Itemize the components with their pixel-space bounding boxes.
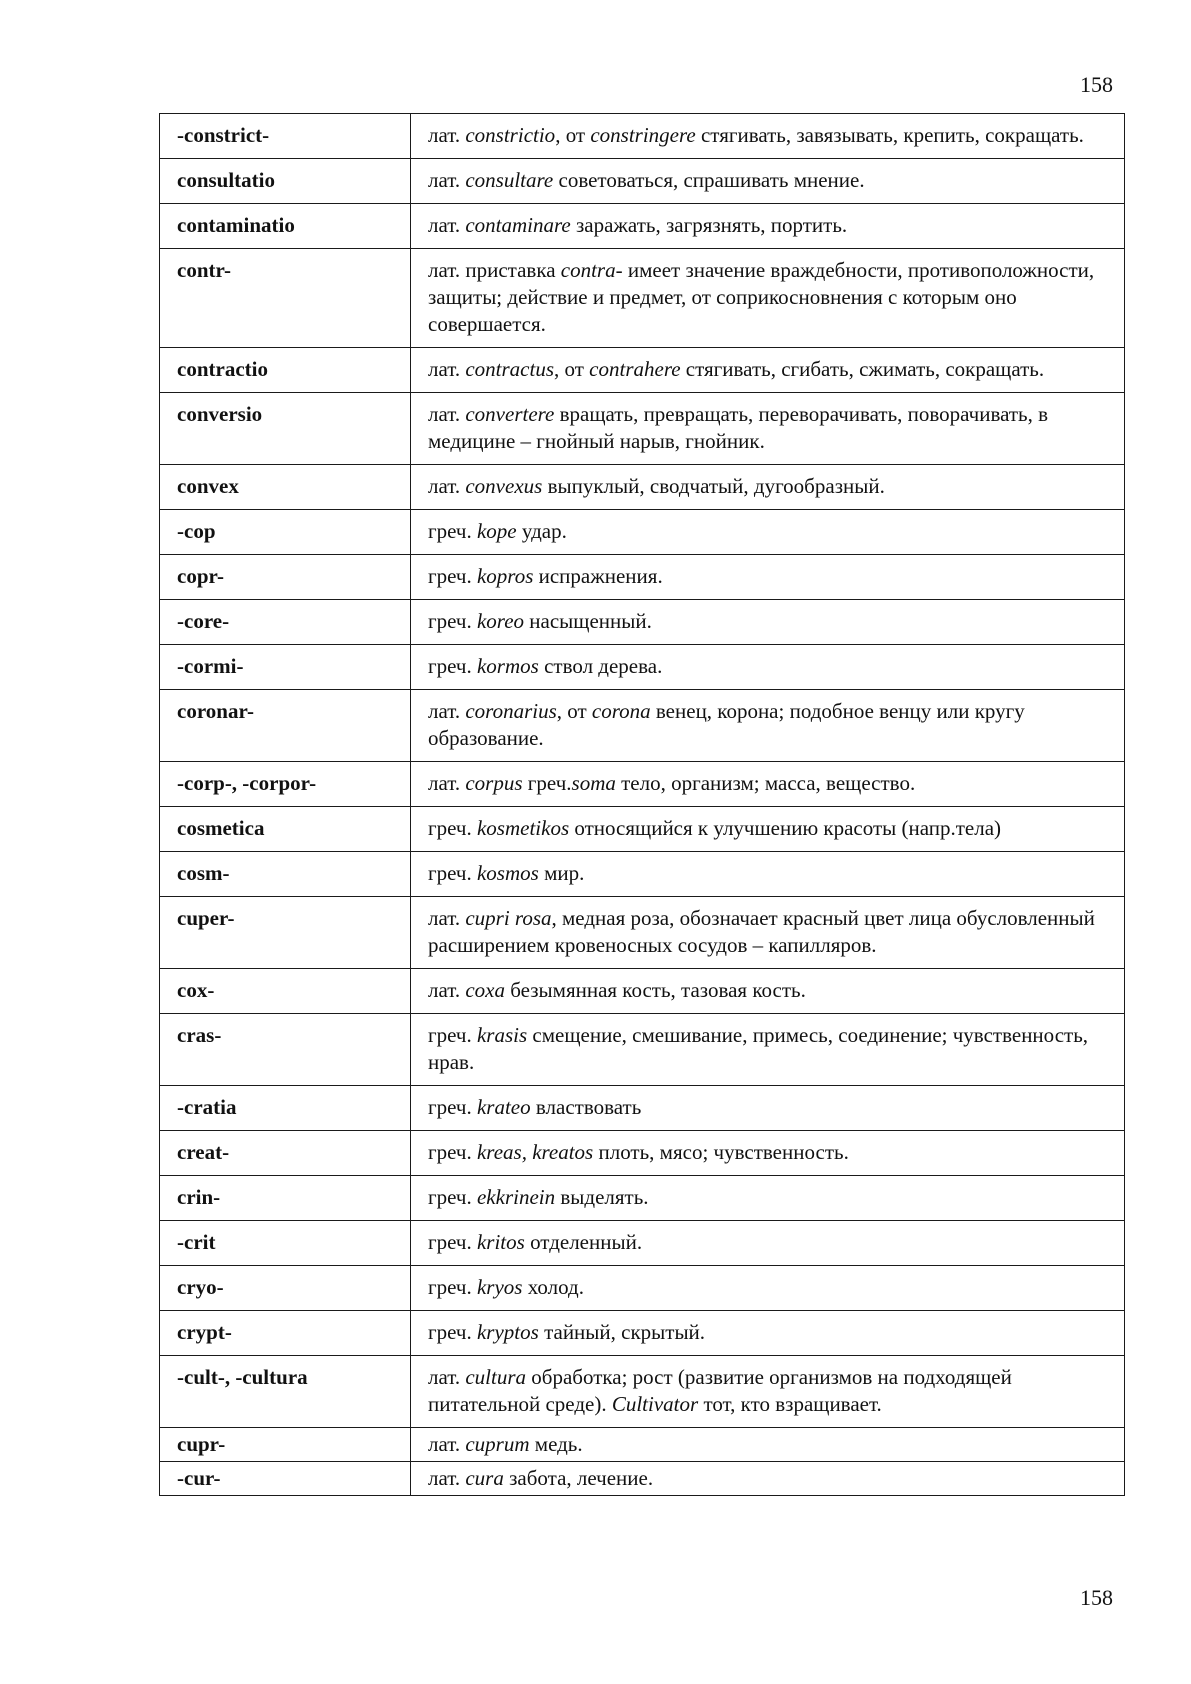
definition-text: властвовать [530, 1095, 642, 1119]
definition-text: плоть, мясо; чувственность. [593, 1140, 849, 1164]
definition-text: медь. [529, 1432, 583, 1456]
etymon-word: consultare [465, 168, 554, 192]
definition-cell [411, 1014, 1125, 1086]
definition-cell [411, 1086, 1125, 1131]
etymon-word: kopros [476, 564, 534, 588]
table-row [160, 1014, 1125, 1086]
definition-text: греч. [428, 1230, 477, 1254]
definition-cell [411, 1266, 1125, 1311]
definition-text: греч. [428, 1275, 477, 1299]
definition-cell [411, 852, 1125, 897]
etymon-word: cuprum [465, 1432, 530, 1456]
table-row [160, 348, 1125, 393]
table-row [160, 465, 1125, 510]
etymon-word: corpus [465, 771, 523, 795]
definition-text: лат. [428, 1365, 466, 1389]
definition-text: лат. приставка [428, 258, 561, 282]
table-row [160, 393, 1125, 465]
definition-text: греч. [428, 609, 477, 633]
table-row [160, 600, 1125, 645]
etymon-word: contractus [465, 357, 555, 381]
definition-text: греч. [428, 1140, 477, 1164]
etymon-word: contaminare [465, 213, 571, 237]
definition-text: тайный, скрытый. [538, 1320, 706, 1344]
definition-text: греч. [428, 1320, 477, 1344]
table-row [160, 1462, 1125, 1496]
definition-text: греч. [428, 816, 477, 840]
definition-text: лат. [428, 168, 466, 192]
etymon-word: kryptos [476, 1320, 539, 1344]
etymon-word: convexus [465, 474, 543, 498]
term-cell: cosmetica [160, 807, 411, 852]
definition-text: греч. [428, 1095, 477, 1119]
definition-cell [411, 807, 1125, 852]
definition-text: относящийся к улучшению красоты (напр.тела) [569, 816, 1002, 840]
definition-text: испражнения. [533, 564, 663, 588]
term-cell: cuper- [160, 897, 411, 969]
definition-cell [411, 969, 1125, 1014]
definition-text: греч. [428, 564, 477, 588]
term-cell: -constrict- [160, 114, 411, 159]
term-cell: contr- [160, 249, 411, 348]
table-row [160, 1221, 1125, 1266]
table-row [160, 807, 1125, 852]
term-cell: -crit [160, 1221, 411, 1266]
definition-cell [411, 465, 1125, 510]
table-row [160, 249, 1125, 348]
table-row [160, 1311, 1125, 1356]
term-cell: consultatio [160, 159, 411, 204]
table-row [160, 555, 1125, 600]
definition-text: лат. [428, 402, 466, 426]
table-row [160, 1086, 1125, 1131]
term-cell: -cormi- [160, 645, 411, 690]
definition-cell [411, 1428, 1125, 1462]
etymon-word: convertere [465, 402, 555, 426]
term-cell: convex [160, 465, 411, 510]
definition-text: мир. [538, 861, 585, 885]
definition-cell [411, 1311, 1125, 1356]
definition-cell [411, 159, 1125, 204]
etymon-word: ekkrinein [476, 1185, 556, 1209]
term-cell: -core- [160, 600, 411, 645]
etymon-word: krasis [476, 1023, 528, 1047]
etymon-word: kritos [476, 1230, 525, 1254]
term-cell: conversio [160, 393, 411, 465]
term-cell: cupr- [160, 1428, 411, 1462]
definition-cell [411, 249, 1125, 348]
definition-cell [411, 645, 1125, 690]
definition-cell [411, 600, 1125, 645]
definition-text: советоваться, спрашивать мнение. [553, 168, 865, 192]
term-cell: copr- [160, 555, 411, 600]
term-cell: contractio [160, 348, 411, 393]
definition-cell [411, 204, 1125, 249]
term-cell: -cop [160, 510, 411, 555]
definition-text: забота, лечение. [503, 1466, 654, 1490]
etymon-word: kreas, kreatos [476, 1140, 594, 1164]
etymon-word: kosmetikos [476, 816, 570, 840]
etymon-word: krateo [476, 1095, 531, 1119]
definition-text: греч. [428, 1185, 477, 1209]
definition-cell [411, 1462, 1125, 1496]
definition-text: , от [555, 123, 591, 147]
definition-text: безымянная кость, тазовая кость. [505, 978, 806, 1002]
definition-text: имеет значение враждебности, противоположности, защиты; действие и предмет, от соприкосновнения с которым оно совершается. [428, 258, 1095, 336]
table-row [160, 645, 1125, 690]
term-cell: -cur- [160, 1462, 411, 1496]
definition-text: , медная роза, обозначает красный цвет лица обусловленный расширением кровеносных сосудов – капилляров. [428, 906, 1095, 957]
definition-text: ствол дерева. [538, 654, 663, 678]
term-cell: crypt- [160, 1311, 411, 1356]
definition-cell [411, 1356, 1125, 1428]
definition-text: лат. [428, 771, 466, 795]
definition-text: , от [556, 699, 592, 723]
definition-text: холод. [522, 1275, 584, 1299]
definition-text: лат. [428, 357, 466, 381]
definition-text: лат. [428, 1466, 466, 1490]
term-cell: -cratia [160, 1086, 411, 1131]
definition-text: греч. [428, 1023, 477, 1047]
page-number-bottom: 158 [1080, 1585, 1113, 1610]
term-cell: cras- [160, 1014, 411, 1086]
definition-text: удар. [516, 519, 567, 543]
definition-cell [411, 510, 1125, 555]
definition-text: насыщенный. [524, 609, 652, 633]
definition-text: греч. [428, 654, 477, 678]
definition-text: заражать, загрязнять, портить. [570, 213, 848, 237]
term-rows [160, 114, 1125, 1496]
definition-text: тот, кто взращивает. [698, 1392, 882, 1416]
table-row [160, 159, 1125, 204]
table-row [160, 969, 1125, 1014]
definition-cell [411, 348, 1125, 393]
definition-text: вращать, превращать, переворачивать, поворачивать, в медицине – гнойный нарыв, гнойник. [428, 402, 1049, 453]
definition-text: лат. [428, 1432, 466, 1456]
definition-text: венец, корона; подобное венцу или кругу образование. [428, 699, 1025, 750]
table-row [160, 1176, 1125, 1221]
definition-cell [411, 393, 1125, 465]
etymon-word: kope [476, 519, 517, 543]
term-cell: -corp-, -corpor- [160, 762, 411, 807]
etymon-word: cultura [465, 1365, 527, 1389]
etymon-word: koreo [476, 609, 525, 633]
term-cell: contaminatio [160, 204, 411, 249]
etymon-word: contra- [560, 258, 623, 282]
page-number-top: 158 [1080, 72, 1113, 97]
definition-text: стягивать, завязывать, крепить, сокращать. [695, 123, 1084, 147]
definition-cell [411, 1131, 1125, 1176]
table-row [160, 1131, 1125, 1176]
definition-text: лат. [428, 474, 466, 498]
definition-text: отделенный. [524, 1230, 643, 1254]
table-row [160, 762, 1125, 807]
table-row [160, 510, 1125, 555]
table-row [160, 852, 1125, 897]
definition-text: тело, организм; масса, вещество. [615, 771, 916, 795]
etymon-word: constrictio [465, 123, 556, 147]
definition-text: обработка; рост (развитие организмов на подходящей питательной среде). [428, 1365, 1012, 1416]
table-row [160, 1266, 1125, 1311]
etymon-word: kosmos [476, 861, 539, 885]
term-table [159, 113, 1125, 1496]
etymon-word: constringere [590, 123, 696, 147]
term-cell: cox- [160, 969, 411, 1014]
etymon-word: kryos [476, 1275, 523, 1299]
table-row [160, 114, 1125, 159]
term-cell: crin- [160, 1176, 411, 1221]
table-row [160, 1356, 1125, 1428]
etymon-word: contrahere [589, 357, 681, 381]
etymon-word: corona [591, 699, 651, 723]
etymon-word: kormos [476, 654, 539, 678]
table-row [160, 204, 1125, 249]
etymon-word: soma [571, 771, 616, 795]
definition-text: греч. [522, 771, 572, 795]
definition-cell [411, 555, 1125, 600]
table-row [160, 897, 1125, 969]
etymon-word: coxa [465, 978, 506, 1002]
term-cell: -cult-, -cultura [160, 1356, 411, 1428]
etymon-word: cura [465, 1466, 504, 1490]
etymon-word: Cultivator [611, 1392, 699, 1416]
term-cell: coronar- [160, 690, 411, 762]
definition-text: , от [554, 357, 590, 381]
definition-text: смещение, смешивание, примесь, соединение; чувственность, нрав. [428, 1023, 1089, 1074]
definition-text: греч. [428, 519, 477, 543]
term-cell: creat- [160, 1131, 411, 1176]
definition-cell [411, 897, 1125, 969]
etymon-word: cupri rosa [465, 906, 552, 930]
table-row [160, 690, 1125, 762]
definition-cell [411, 1176, 1125, 1221]
definition-text: лат. [428, 699, 466, 723]
term-cell: cosm- [160, 852, 411, 897]
term-cell: cryo- [160, 1266, 411, 1311]
definition-cell [411, 114, 1125, 159]
definition-text: стягивать, сгибать, сжимать, сокращать. [680, 357, 1045, 381]
definition-text: лат. [428, 213, 466, 237]
definition-text: лат. [428, 123, 466, 147]
definition-cell [411, 690, 1125, 762]
definition-text: выделять. [555, 1185, 649, 1209]
definition-text: лат. [428, 906, 466, 930]
definition-text: выпуклый, сводчатый, дугообразный. [542, 474, 885, 498]
definition-cell [411, 1221, 1125, 1266]
definition-text: греч. [428, 861, 477, 885]
etymon-word: coronarius [465, 699, 557, 723]
definition-text: лат. [428, 978, 466, 1002]
table-row [160, 1428, 1125, 1462]
definition-cell [411, 762, 1125, 807]
